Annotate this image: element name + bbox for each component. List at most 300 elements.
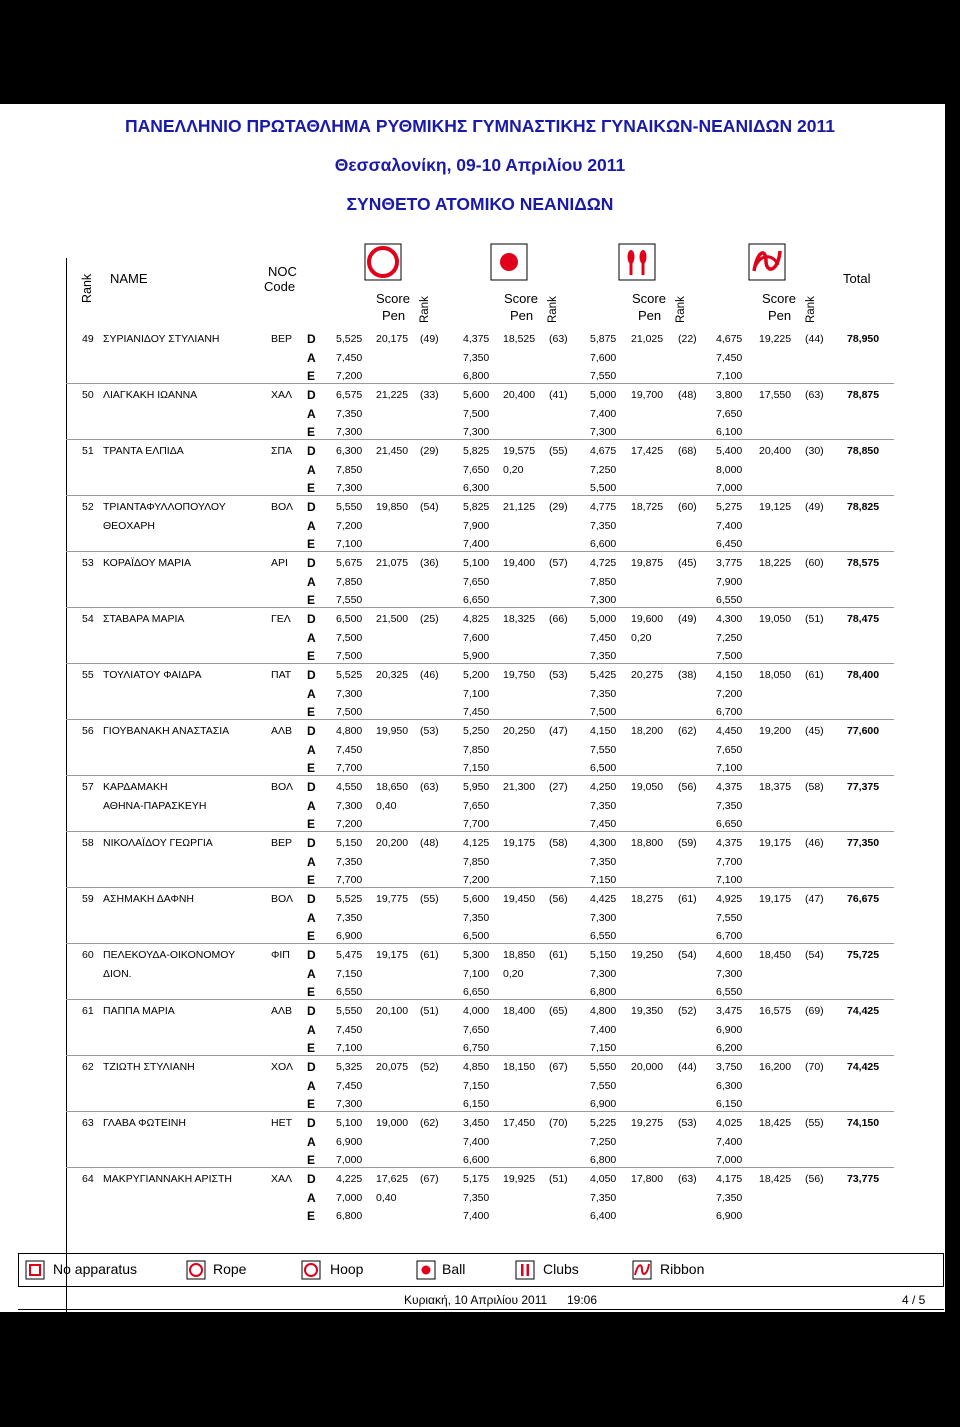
score-cell: 7,150: [590, 1042, 617, 1054]
score-cell: 5,525: [336, 333, 363, 345]
score-cell: 5,875: [590, 333, 617, 345]
score-cell: 6,800: [590, 1154, 617, 1166]
score-type-label: A: [307, 518, 316, 533]
score-cell: 7,350: [590, 1191, 617, 1204]
score-cell: 6,550: [716, 986, 743, 998]
score-cell: (65): [549, 1005, 568, 1017]
score-cell: 5,525: [336, 893, 363, 905]
score-cell: 0,20: [503, 463, 524, 476]
score-cell: 21,450: [376, 445, 409, 457]
table-row: [66, 666, 894, 685]
athlete-name: ΤΖΙΩΤΗ ΣΤΥΛΙΑΝΗ: [103, 1061, 195, 1073]
score-cell: (51): [420, 1005, 439, 1017]
score-cell: (41): [549, 389, 568, 401]
noc-code: ΓΕΛ: [271, 613, 291, 625]
score-cell: 4,300: [716, 613, 743, 625]
score-cell: 7,600: [590, 351, 617, 364]
score-cell: (54): [420, 501, 439, 513]
athlete-name: ΚΟΡΑΪΔΟΥ ΜΑΡΙΑ: [103, 557, 192, 569]
athlete-name: ΝΙΚΟΛΑΪΔΟΥ ΓΕΩΡΓΙΑ: [103, 837, 213, 849]
score-cell: 5,175: [463, 1173, 490, 1185]
score-cell: 5,100: [463, 557, 490, 569]
score-cell: 7,200: [716, 687, 743, 700]
clubs-legend-icon: [515, 1260, 535, 1280]
score-cell: (61): [678, 893, 697, 905]
score-cell: 7,300: [590, 594, 617, 606]
score-cell: 17,425: [631, 445, 664, 457]
score-cell: 0,20: [631, 631, 652, 644]
score-cell: 19,050: [759, 613, 792, 625]
score-cell: (47): [805, 893, 824, 905]
score-cell: 7,400: [463, 1135, 490, 1148]
pen-header: Pen: [510, 308, 534, 323]
row-separator: [66, 887, 894, 888]
total-score: 77,375: [847, 781, 880, 793]
score-type-label: E: [307, 481, 316, 495]
score-type-label: E: [307, 1097, 316, 1111]
score-cell: (67): [420, 1173, 439, 1185]
score-cell: 4,675: [590, 445, 617, 457]
score-cell: 7,450: [590, 818, 617, 830]
score-cell: 17,450: [503, 1117, 536, 1129]
score-cell: 7,500: [336, 706, 363, 718]
rope-legend-icon: [186, 1260, 206, 1280]
score-cell: 19,950: [376, 725, 409, 737]
score-cell: 4,825: [463, 613, 490, 625]
score-cell: (27): [549, 781, 568, 793]
score-type-label: D: [307, 948, 316, 962]
score-cell: 21,125: [503, 501, 536, 513]
score-cell: 7,100: [463, 687, 490, 700]
score-cell: 4,925: [716, 893, 743, 905]
score-type-label: A: [307, 854, 316, 869]
score-type-label: A: [307, 462, 316, 477]
score-cell: 5,825: [463, 445, 490, 457]
row-separator: [66, 439, 894, 440]
score-type-label: D: [307, 724, 316, 738]
score-cell: (53): [420, 725, 439, 737]
score-cell: 7,500: [590, 706, 617, 718]
score-type-label: D: [307, 780, 316, 794]
score-cell: 3,775: [716, 557, 743, 569]
score-cell: 7,350: [590, 687, 617, 700]
score-type-label: A: [307, 686, 316, 701]
score-cell: 6,500: [463, 930, 490, 942]
table-row: [66, 834, 894, 853]
score-cell: 19,700: [631, 389, 664, 401]
score-cell: 5,100: [336, 1117, 363, 1129]
score-cell: 16,575: [759, 1005, 792, 1017]
no-apparatus-icon: [25, 1260, 45, 1280]
noc-code: ΑΛΒ: [271, 1005, 293, 1017]
table-row: [66, 685, 894, 704]
hoop-legend-icon: [301, 1260, 321, 1280]
score-cell: 5,250: [463, 725, 490, 737]
score-type-label: A: [307, 1078, 316, 1093]
table-row: [66, 461, 894, 480]
score-cell: 18,150: [503, 1061, 536, 1073]
score-cell: 7,150: [463, 762, 490, 774]
score-cell: 6,600: [463, 1154, 490, 1166]
pen-header: Pen: [768, 308, 792, 323]
apparatus-legend: [18, 1253, 944, 1287]
score-cell: 4,550: [336, 781, 363, 793]
score-type-label: E: [307, 649, 316, 663]
score-cell: 19,125: [759, 501, 792, 513]
page-footer: [0, 1293, 960, 1309]
score-cell: 5,600: [463, 389, 490, 401]
footer-date: Κυριακή, 10 Απριλίου 2011: [404, 1293, 548, 1307]
score-cell: 7,350: [590, 799, 617, 812]
score-cell: 7,450: [336, 1079, 363, 1092]
noc-code: ΣΠΑ: [271, 445, 293, 457]
score-cell: 18,050: [759, 669, 792, 681]
score-cell: 21,075: [376, 557, 409, 569]
score-type-label: A: [307, 630, 316, 645]
score-cell: (54): [678, 949, 697, 961]
score-cell: (44): [678, 1061, 697, 1073]
score-type-label: E: [307, 369, 316, 383]
score-cell: 7,850: [336, 575, 363, 588]
score-cell: 7,300: [336, 799, 363, 812]
score-cell: 7,400: [716, 519, 743, 532]
score-cell: 4,375: [716, 837, 743, 849]
score-cell: 4,600: [716, 949, 743, 961]
score-cell: 4,775: [590, 501, 617, 513]
score-cell: 7,900: [463, 519, 490, 532]
score-cell: 7,350: [716, 799, 743, 812]
ribbon-icon: [748, 243, 786, 281]
score-type-label: E: [307, 1209, 316, 1223]
score-header: Score: [762, 291, 796, 306]
score-header: Score: [632, 291, 666, 306]
score-cell: (67): [549, 1061, 568, 1073]
table-row: [66, 1021, 894, 1040]
score-type-label: D: [307, 388, 316, 402]
score-cell: (33): [420, 389, 439, 401]
score-cell: 5,950: [463, 781, 490, 793]
score-cell: 4,150: [590, 725, 617, 737]
score-cell: 19,850: [376, 501, 409, 513]
score-cell: (69): [805, 1005, 824, 1017]
score-cell: 7,300: [463, 426, 490, 438]
score-cell: 7,200: [336, 519, 363, 532]
score-cell: 7,850: [336, 463, 363, 476]
score-cell: 6,550: [336, 986, 363, 998]
score-cell: 5,000: [590, 613, 617, 625]
score-cell: 6,700: [716, 930, 743, 942]
score-cell: (46): [420, 669, 439, 681]
score-cell: 7,300: [590, 967, 617, 980]
score-cell: 21,500: [376, 613, 409, 625]
noc-code: ΗΕΤ: [271, 1117, 292, 1129]
athlete-name: ΚΑΡΔΑΜΑΚΗ: [103, 781, 168, 793]
score-cell: 18,225: [759, 557, 792, 569]
score-cell: 18,375: [759, 781, 792, 793]
score-type-label: A: [307, 798, 316, 813]
score-cell: 20,250: [503, 725, 536, 737]
name-header: NAME: [110, 271, 148, 286]
score-type-label: E: [307, 985, 316, 999]
score-cell: 4,050: [590, 1173, 617, 1185]
score-cell: 19,200: [759, 725, 792, 737]
score-cell: 5,475: [336, 949, 363, 961]
score-cell: (61): [549, 949, 568, 961]
score-cell: 17,625: [376, 1173, 409, 1185]
table-row: [66, 1002, 894, 1021]
score-cell: 7,550: [716, 911, 743, 924]
noc-code: ΧΑΛ: [271, 389, 293, 401]
score-cell: 7,400: [590, 1023, 617, 1036]
rank-cell: 62: [82, 1061, 94, 1073]
total-score: 73,775: [847, 1173, 880, 1185]
score-cell: (53): [549, 669, 568, 681]
rank-subheader: Rank: [419, 296, 431, 323]
score-cell: 3,475: [716, 1005, 743, 1017]
athlete-name-line2: ΘΕΟΧΑΡΗ: [103, 519, 155, 532]
row-separator: [66, 831, 894, 832]
score-cell: 18,400: [503, 1005, 536, 1017]
row-separator: [66, 1111, 894, 1112]
score-type-label: E: [307, 705, 316, 719]
score-cell: 19,575: [503, 445, 536, 457]
score-cell: 4,150: [716, 669, 743, 681]
score-cell: 6,450: [716, 538, 743, 550]
rank-cell: 49: [82, 333, 94, 345]
score-cell: 6,300: [716, 1079, 743, 1092]
score-cell: 19,350: [631, 1005, 664, 1017]
rank-header: Rank: [80, 273, 94, 303]
score-cell: (29): [420, 445, 439, 457]
score-cell: (25): [420, 613, 439, 625]
rank-cell: 64: [82, 1173, 94, 1185]
score-cell: 7,350: [716, 1191, 743, 1204]
total-score: 78,850: [847, 445, 880, 457]
score-cell: 6,200: [716, 1042, 743, 1054]
score-cell: 6,700: [716, 706, 743, 718]
score-cell: 6,650: [716, 818, 743, 830]
ball-icon: [490, 243, 528, 281]
legend-no-apparatus: No apparatus: [53, 1261, 138, 1277]
score-cell: 7,650: [716, 743, 743, 756]
legend-ribbon: Ribbon: [660, 1261, 705, 1277]
ribbon-legend-icon: [632, 1260, 652, 1280]
score-cell: 19,925: [503, 1173, 536, 1185]
score-cell: 7,500: [463, 407, 490, 420]
score-cell: 7,200: [463, 874, 490, 886]
score-cell: 20,400: [759, 445, 792, 457]
rank-cell: 58: [82, 837, 94, 849]
score-cell: 7,100: [716, 370, 743, 382]
score-cell: 7,300: [336, 1098, 363, 1110]
score-cell: 7,450: [590, 631, 617, 644]
score-cell: (56): [805, 1173, 824, 1185]
score-cell: 7,400: [716, 1135, 743, 1148]
score-cell: 6,650: [463, 986, 490, 998]
rank-cell: 61: [82, 1005, 94, 1017]
score-cell: 4,450: [716, 725, 743, 737]
score-cell: 6,550: [716, 594, 743, 606]
score-cell: 8,000: [716, 463, 743, 476]
score-cell: 6,900: [336, 930, 363, 942]
score-cell: 6,150: [463, 1098, 490, 1110]
table-row: [66, 778, 894, 797]
score-type-label: E: [307, 1153, 316, 1167]
score-cell: 7,250: [590, 1135, 617, 1148]
score-cell: (45): [678, 557, 697, 569]
score-type-label: D: [307, 500, 316, 514]
score-cell: 7,450: [336, 351, 363, 364]
score-cell: (58): [549, 837, 568, 849]
total-score: 74,150: [847, 1117, 880, 1129]
table-row: [66, 965, 894, 984]
total-header: Total: [843, 271, 871, 286]
rank-cell: 51: [82, 445, 94, 457]
score-cell: 7,450: [463, 706, 490, 718]
score-cell: 7,700: [716, 855, 743, 868]
score-cell: 4,425: [590, 893, 617, 905]
total-score: 78,575: [847, 557, 880, 569]
rank-cell: 63: [82, 1117, 94, 1129]
score-cell: (51): [549, 1173, 568, 1185]
score-cell: 4,125: [463, 837, 490, 849]
table-row: [66, 1189, 894, 1208]
row-separator: [66, 663, 894, 664]
score-cell: 5,225: [590, 1117, 617, 1129]
athlete-name: ΓΛΑΒΑ ΦΩΤΕΙΝΗ: [103, 1117, 186, 1129]
score-cell: (29): [549, 501, 568, 513]
legend-hoop: Hoop: [330, 1261, 364, 1277]
score-cell: 7,300: [590, 911, 617, 924]
table-row: [66, 946, 894, 965]
athlete-name-line2: ΔΙΟΝ.: [103, 967, 132, 980]
table-row: [66, 1077, 894, 1096]
total-score: 74,425: [847, 1061, 880, 1073]
row-separator: [66, 495, 894, 496]
score-header: Score: [504, 291, 538, 306]
table-row: [66, 330, 894, 349]
score-cell: 5,550: [336, 501, 363, 513]
score-cell: 19,175: [376, 949, 409, 961]
score-cell: 18,850: [503, 949, 536, 961]
score-cell: 20,075: [376, 1061, 409, 1073]
score-cell: 3,450: [463, 1117, 490, 1129]
score-cell: 7,500: [336, 650, 363, 662]
score-cell: 4,850: [463, 1061, 490, 1073]
score-type-label: A: [307, 742, 316, 757]
score-cell: 19,275: [631, 1117, 664, 1129]
table-row: [66, 853, 894, 872]
athlete-name: ΜΑΚΡΥΓΙΑΝΝΑΚΗ ΑΡΙΣΤΗ: [103, 1173, 232, 1185]
score-cell: 6,400: [590, 1210, 617, 1222]
score-cell: 19,175: [759, 893, 792, 905]
athlete-name: ΣΥΡΙΑΝΙΔΟΥ ΣΤΥΛΙΑΝΗ: [103, 333, 220, 345]
score-cell: 5,900: [463, 650, 490, 662]
score-cell: (62): [678, 725, 697, 737]
score-cell: 7,550: [590, 1079, 617, 1092]
score-cell: 18,425: [759, 1117, 792, 1129]
score-cell: 6,550: [590, 930, 617, 942]
pen-header: Pen: [382, 308, 406, 323]
score-cell: 17,550: [759, 389, 792, 401]
score-cell: 0,20: [503, 967, 524, 980]
total-score: 78,825: [847, 501, 880, 513]
rank-cell: 56: [82, 725, 94, 737]
score-cell: 7,150: [336, 967, 363, 980]
score-cell: 19,775: [376, 893, 409, 905]
score-cell: 0,40: [376, 799, 397, 812]
noc-code: ΑΛΒ: [271, 725, 293, 737]
score-cell: 4,000: [463, 1005, 490, 1017]
score-cell: 5,275: [716, 501, 743, 513]
score-cell: 5,675: [336, 557, 363, 569]
score-cell: 7,700: [336, 762, 363, 774]
score-cell: 19,175: [503, 837, 536, 849]
score-cell: (68): [678, 445, 697, 457]
footer-time: 19:06: [567, 1293, 598, 1307]
rank-subheader: Rank: [805, 296, 817, 323]
score-cell: 7,350: [463, 911, 490, 924]
score-cell: 4,225: [336, 1173, 363, 1185]
score-cell: (70): [805, 1061, 824, 1073]
score-cell: 6,900: [716, 1023, 743, 1036]
score-cell: 19,750: [503, 669, 536, 681]
score-cell: 7,000: [336, 1191, 363, 1204]
table-row: [66, 442, 894, 461]
score-cell: (55): [549, 445, 568, 457]
score-cell: 7,450: [336, 743, 363, 756]
score-cell: 4,175: [716, 1173, 743, 1185]
score-type-label: D: [307, 1004, 316, 1018]
bottom-black-band: [0, 1312, 960, 1427]
rank-subheader: Rank: [547, 296, 559, 323]
legend-clubs: Clubs: [543, 1261, 579, 1277]
score-type-label: A: [307, 574, 316, 589]
total-score: 74,425: [847, 1005, 880, 1017]
athlete-name: ΤΡΑΝΤΑ ΕΛΠΙΔΑ: [103, 445, 184, 457]
athlete-name: ΑΣΗΜΑΚΗ ΔΑΦΝΗ: [103, 893, 195, 905]
score-cell: 18,650: [376, 781, 409, 793]
score-cell: 4,250: [590, 781, 617, 793]
score-cell: 7,550: [590, 370, 617, 382]
rank-cell: 60: [82, 949, 94, 961]
score-cell: (63): [549, 333, 568, 345]
score-cell: 6,500: [336, 613, 363, 625]
table-row: [66, 498, 894, 517]
score-cell: 6,900: [336, 1135, 363, 1148]
table-row: [66, 386, 894, 405]
score-type-label: D: [307, 1116, 316, 1130]
score-cell: 7,300: [716, 967, 743, 980]
table-row: [66, 722, 894, 741]
legend-rope: Rope: [213, 1261, 247, 1277]
score-type-label: A: [307, 1134, 316, 1149]
rank-cell: 55: [82, 669, 94, 681]
score-type-label: D: [307, 1060, 316, 1074]
table-row: [66, 1170, 894, 1189]
score-cell: (63): [420, 781, 439, 793]
score-cell: 7,300: [336, 687, 363, 700]
score-cell: (63): [805, 389, 824, 401]
row-separator: [66, 775, 894, 776]
score-cell: 18,450: [759, 949, 792, 961]
event-location-date: Θεσσαλονίκη, 09-10 Απριλίου 2011: [334, 155, 626, 175]
total-score: 77,600: [847, 725, 880, 737]
score-cell: 3,750: [716, 1061, 743, 1073]
score-type-label: D: [307, 332, 316, 346]
score-cell: 19,175: [759, 837, 792, 849]
score-cell: 7,000: [716, 482, 743, 494]
